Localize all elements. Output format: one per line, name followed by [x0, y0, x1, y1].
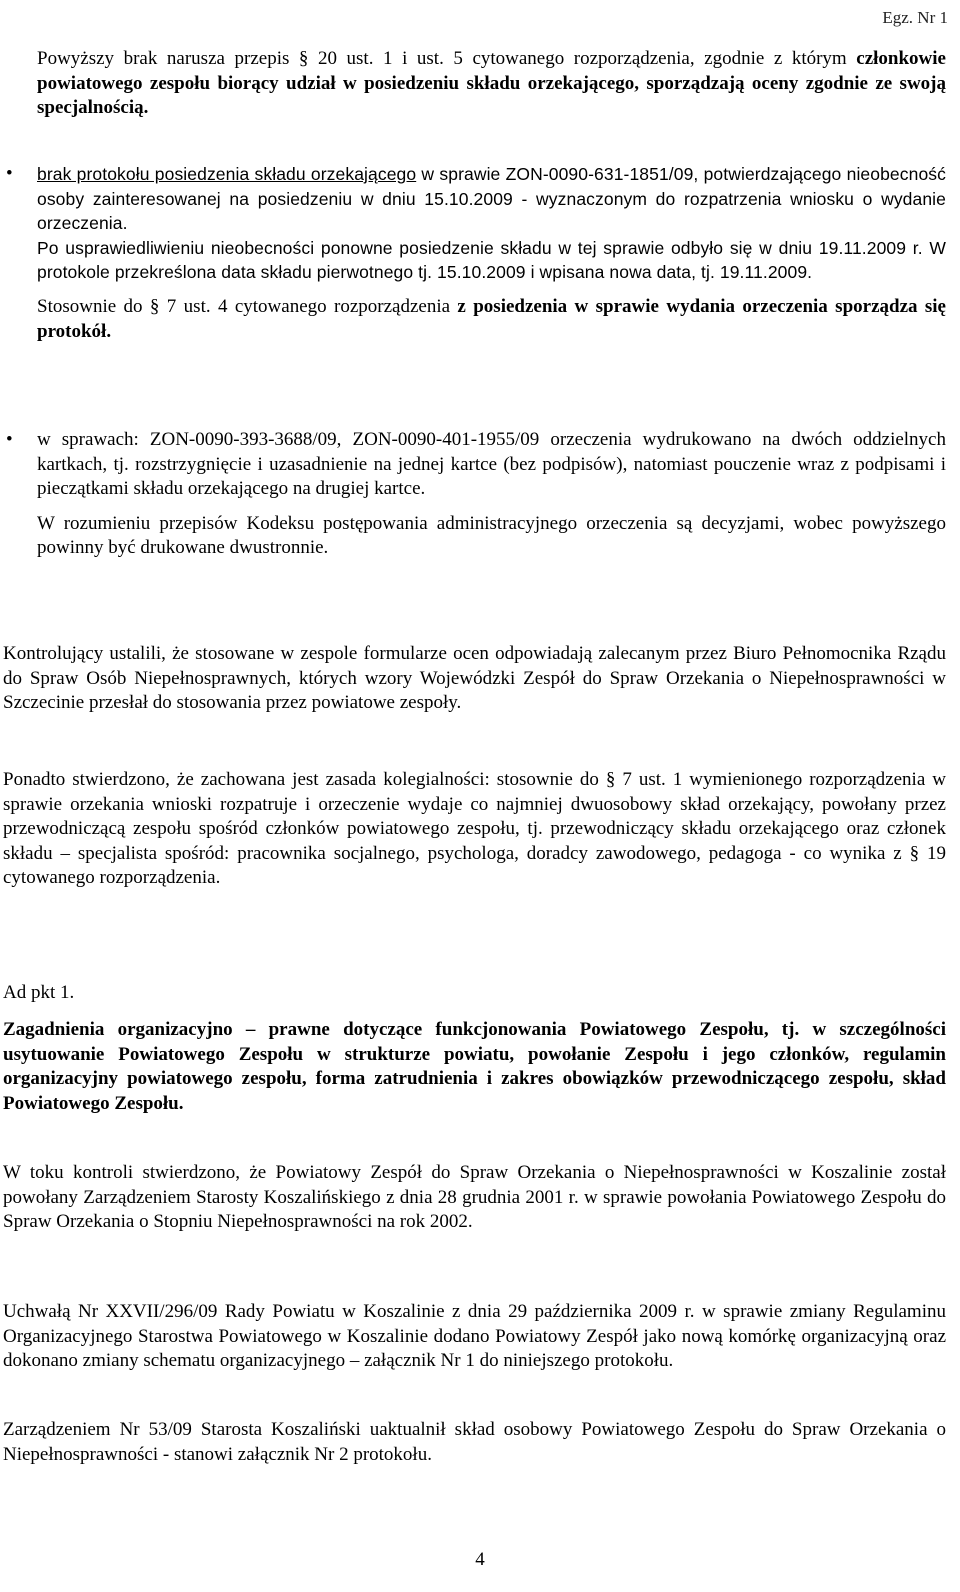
- protocol-rule-text: Stosownie do § 7 ust. 4 cytowanego rozporządzenia: [37, 295, 458, 317]
- bullet-item-protocol: [6, 162, 946, 344]
- protocol-underlined-text: brak protokołu posiedzenia składu orzekającego: [37, 164, 417, 184]
- page-number: 4: [475, 1549, 485, 1570]
- bullet-item-printouts: [6, 428, 946, 561]
- bullet-icon: •: [6, 163, 13, 184]
- breach-text-bold: członkowie powiatowego zespołu biorący udział w posiedzeniu składu orzekającego, sporządzają oceny zgodnie ze swoją specjalnością.: [37, 48, 946, 119]
- copy-number-label: Egz. Nr 1: [882, 8, 948, 27]
- protocol-text: w sprawie ZON-0090-631-1851/09, potwierdzającego nieobecność osoby zainteresowanej na posiedzeniu w dniu 15.10.2009 - wyznaczonym do rozpatrzenia wniosku o wydanie orzeczenia.: [37, 164, 946, 234]
- paragraph-breach-note: [37, 47, 946, 121]
- section-heading: Zagadnienia organizacyjno – prawne dotyczące funkcjonowania Powiatowego Zespołu, tj. w szczególności usytuowanie Powiatowego Zespołu w strukturze powiatu, powołanie Zespołu i jego członków, regulamin organizacyjny powiatowego zespołu, forma zatrudnienia i zakres obowiązków przewodniczącego zespołu, skład Powiatowego Zespołu.: [3, 1019, 946, 1114]
- printouts-text: w sprawach: ZON-0090-393-3688/09, ZON-0090-401-1955/09 orzeczenia wydrukowano na dwóch oddzielnych kartkach, tj. rozstrzygnięcie i uzasadnienie na jednej kartce (bez podpisów), natomiast pouczenie wraz z podpisami i pieczątkami składu orzekającego na drugiej kartce.: [37, 429, 946, 500]
- protocol-rule-bold: z posiedzenia w sprawie wydania orzeczenia sporządza się protokół.: [37, 295, 946, 342]
- bullet-icon: •: [6, 429, 13, 450]
- paragraph-establishment: W toku kontroli stwierdzono, że Powiatowy Zespół do Spraw Orzekania o Niepełnosprawności w Koszalinie został powołany Zarządzeniem Starosty Koszalińskiego z dnia 28 grudnia 2001 r. w sprawie powołania Powiatowego Zespołu do Spraw Orzekania o Stopniu Niepełnosprawności na rok 2002.: [3, 1162, 946, 1233]
- paragraph-ordinance: Zarządzeniem Nr 53/09 Starosta Koszaliński uaktualnił skład osobowy Powiatowego Zespołu do Spraw Orzekania o Niepełnosprawności - stanowi załącznik Nr 2 protokołu.: [3, 1419, 946, 1465]
- breach-text: Powyższy brak narusza przepis § 20 ust. 1 i ust. 5 cytowanego rozporządzenia, zgodnie z którym: [37, 48, 857, 69]
- section-label: Ad pkt 1.: [3, 982, 75, 1003]
- printouts-conclusion: W rozumieniu przepisów Kodeksu postępowania administracyjnego orzeczenia są decyzjami, wobec powyższego powinny być drukowane dwustronnie.: [37, 512, 946, 559]
- paragraph-resolution: Uchwałą Nr XXVII/296/09 Rady Powiatu w Koszalinie z dnia 29 października 2009 r. w sprawie zmiany Regulaminu Organizacyjnego Starostwa Powiatowego w Koszalinie dodano Powiatowy Zespół jako nową komórkę organizacyjną oraz dokonano zmiany schematu organizacyjnego – załącznik Nr 1 do niniejszego protokołu.: [3, 1301, 946, 1372]
- paragraph-forms: Kontrolujący ustalili, że stosowane w zespole formularze ocen odpowiadają zalecanym przez Biuro Pełnomocnika Rządu do Spraw Osób Niepełnosprawnych, których wzory Wojewódzki Zespół do Spraw Orzekania o Niepełnosprawności w Szczecinie przesłał do stosowania przez powiatowe zespoły.: [3, 643, 946, 714]
- protocol-followup-text: Po usprawiedliwieniu nieobecności ponowne posiedzenie składu w tej sprawie odbyło się w dniu 19.11.2009 r. W protokole przekreślona data składu pierwotnego tj. 15.10.2009 i wpisana nowa data, tj. 19.11.2009.: [37, 237, 946, 283]
- paragraph-collegiality: Ponadto stwierdzono, że zachowana jest zasada kolegialności: stosownie do § 7 ust. 1 wymienionego rozporządzenia w sprawie orzekania wnioski rozpatruje i orzeczenie wydaje co najmniej dwuosobowy skład orzekający, powołany przez przewodniczącą zespołu spośród członków powiatowego zespołu, tj. przewodniczący składu orzekającego oraz członek składu – specjalista spośród: pracownika socjalnego, psychologa, doradcy zawodowego, pedagoga - co wynika z § 19 cytowanego rozporządzenia.: [3, 769, 946, 889]
